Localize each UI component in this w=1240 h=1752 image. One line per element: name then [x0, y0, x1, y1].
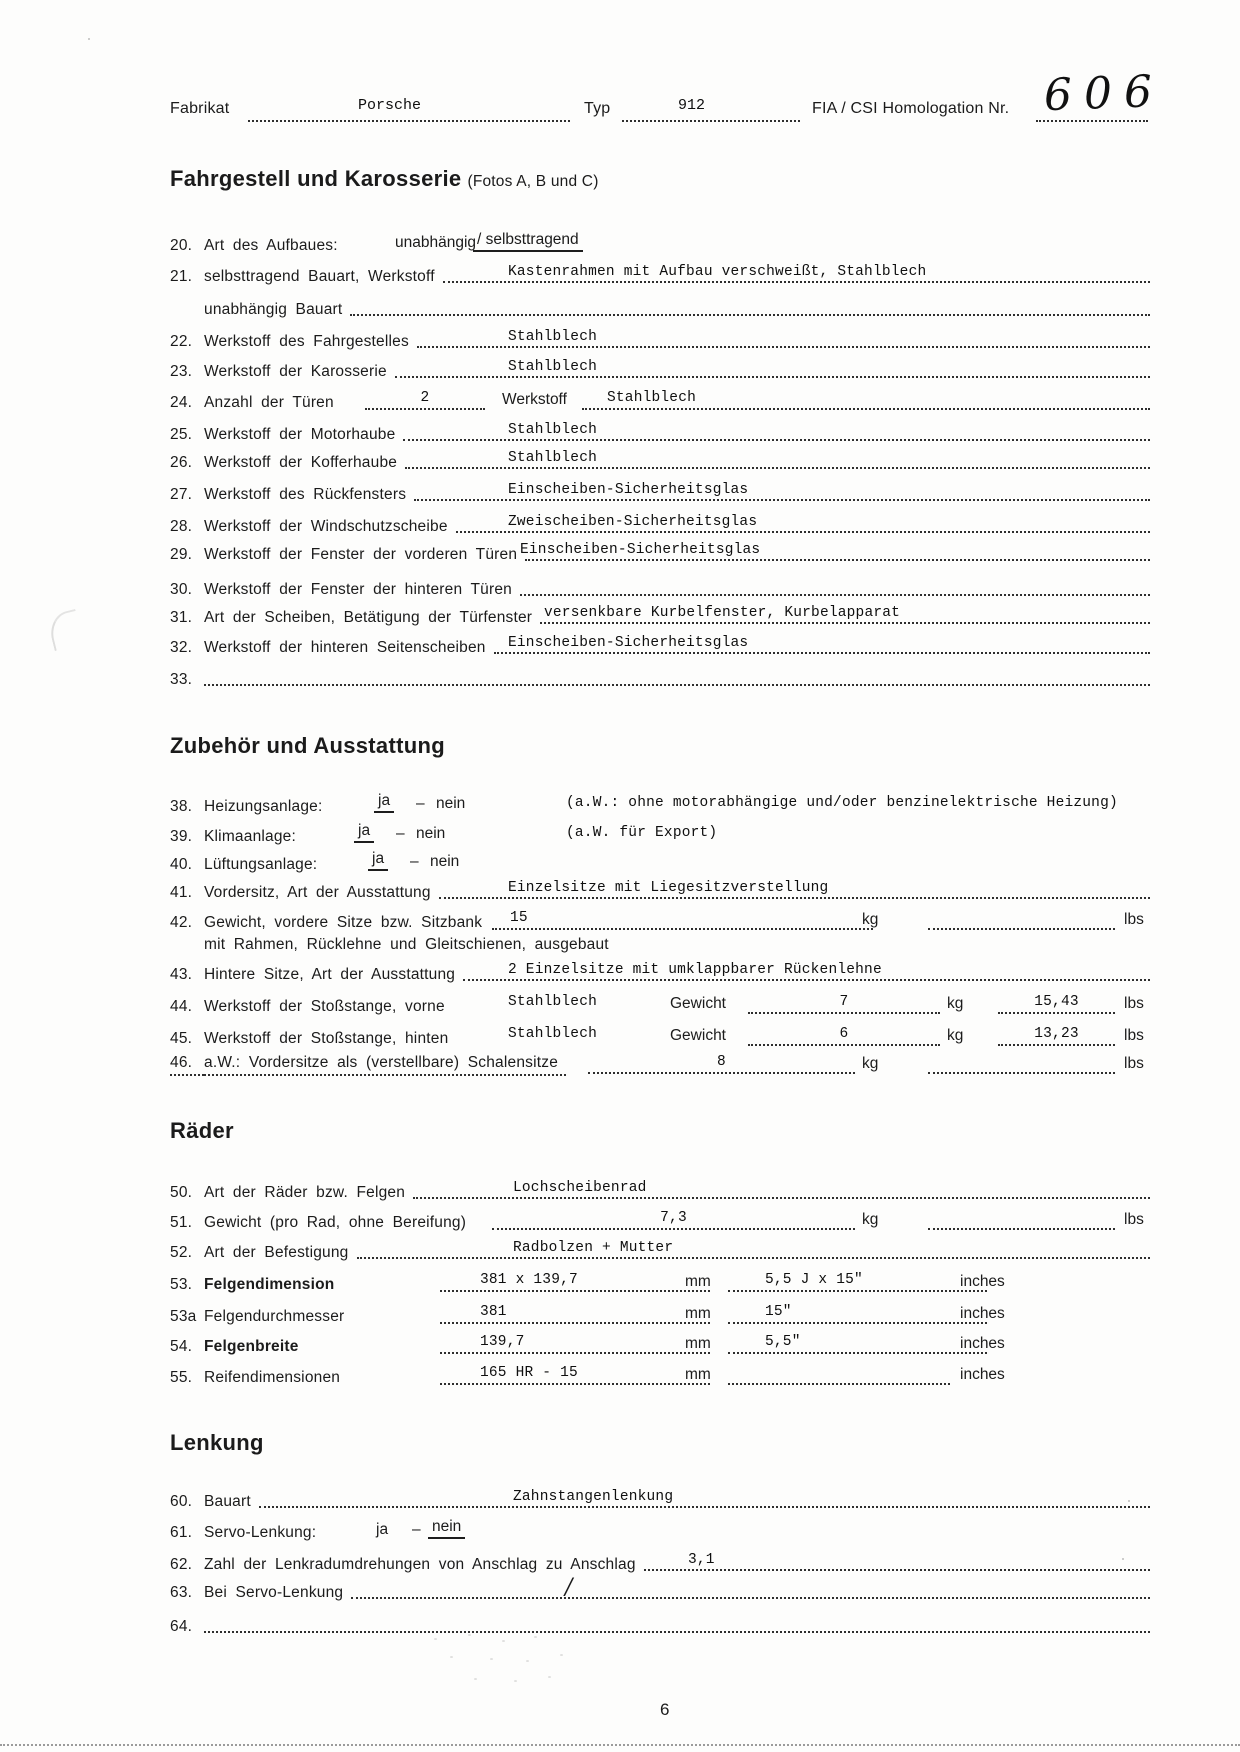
field-number: 60. [170, 1493, 193, 1510]
mm-unit: mm [685, 1335, 711, 1352]
field-label: Werkstoff der Kofferhaube [204, 454, 398, 471]
field-row-29 [170, 540, 1150, 564]
dotted-line [622, 120, 800, 122]
dotted-line [588, 1054, 855, 1074]
dotted-line [492, 910, 873, 930]
field-number: 27. [170, 486, 193, 503]
gewicht-label: Gewicht [670, 995, 726, 1012]
dotted-line [998, 1026, 1115, 1046]
field-value-kg: 15 [510, 910, 528, 926]
option-ja-selected: ja [374, 792, 394, 813]
material-value: Stahlblech [508, 1026, 598, 1042]
field-note: (a.W. für Export) [566, 825, 718, 841]
dotted-line [456, 531, 1150, 533]
field-row-51 [170, 1208, 1150, 1232]
field-number: 53a [170, 1308, 197, 1325]
inches-value: 5,5 J x 15" [765, 1272, 863, 1288]
field-row-61 [170, 1518, 1150, 1542]
dotted-line [259, 1506, 1150, 1508]
homologation-number-handwritten: 606 [1043, 65, 1165, 122]
field-row-54 [170, 1332, 1150, 1356]
field-row-45 [170, 1024, 1150, 1048]
field-value: Einscheiben-Sicherheitsglas [508, 635, 749, 651]
field-number: 30. [170, 581, 193, 598]
dotted-line [928, 910, 1115, 930]
field-row-41 [170, 878, 1150, 902]
field-label: Werkstoff der Stoßstange, vorne [204, 998, 445, 1015]
field-value: Lochscheibenrad [513, 1180, 647, 1196]
mm-value: 381 x 139,7 [480, 1272, 578, 1288]
section-title-text: Zubehör und Ausstattung [170, 733, 445, 758]
field-label: Bauart [204, 1493, 251, 1510]
field-label: Gewicht, vordere Sitze bzw. Sitzbank [204, 914, 483, 931]
field-row-52 [170, 1238, 1150, 1262]
material-value: Stahlblech [508, 994, 598, 1010]
field-number: 55. [170, 1369, 193, 1386]
dotted-line [748, 994, 940, 1014]
field-label: Servo-Lenkung: [204, 1524, 317, 1541]
werkstoff-label: Werkstoff [502, 391, 567, 408]
field-row-50 [170, 1178, 1150, 1202]
field-number: 52. [170, 1244, 193, 1261]
field-row-24 [170, 388, 1150, 412]
option-unabhaengig: unabhängig [395, 234, 477, 251]
field-row-21b [170, 295, 1150, 319]
field-label: Werkstoff der Karosserie [204, 363, 387, 380]
scan-artifact-smudge [430, 1632, 580, 1692]
mm-unit: mm [685, 1366, 711, 1383]
weight-kg-value: 6 [839, 1026, 849, 1042]
section-title-text: Lenkung [170, 1430, 264, 1455]
lbs-unit: lbs [1124, 1027, 1144, 1044]
field-label: Felgenbreite [204, 1338, 299, 1355]
dotted-line [395, 376, 1150, 378]
dotted-line [350, 314, 1150, 316]
field-number: 23. [170, 363, 193, 380]
dotted-line [728, 1272, 987, 1292]
field-label: Vordersitz, Art der Ausstattung [204, 884, 431, 901]
field-number: 25. [170, 426, 193, 443]
field-label: Werkstoff des Fahrgestelles [204, 333, 409, 350]
kg-unit: kg [862, 1211, 879, 1228]
dotted-line [440, 1304, 710, 1324]
field-row-43 [170, 960, 1150, 984]
field-label: Reifendimensionen [204, 1369, 341, 1386]
field-row-42-subline [170, 930, 1150, 954]
dotted-line [748, 1026, 940, 1046]
inches-unit: inches [960, 1335, 1005, 1352]
dotted-line [440, 1272, 710, 1292]
field-row-31 [170, 603, 1150, 627]
field-row-53a [170, 1302, 1150, 1326]
field-row-32 [170, 633, 1150, 657]
field-sublabel: mit Rahmen, Rücklehne und Gleitschienen, ausgebaut [204, 936, 609, 953]
option-nein: nein [416, 825, 446, 842]
dotted-line [540, 622, 1150, 624]
dotted-line [248, 120, 570, 122]
field-row-28 [170, 512, 1150, 536]
section-title-raeder [170, 1118, 234, 1144]
dash: – [416, 795, 425, 812]
field-value: Stahlblech [508, 329, 598, 345]
inches-unit: inches [960, 1273, 1005, 1290]
field-label: Werkstoff der Stoßstange, hinten [204, 1030, 449, 1047]
typ-value: 912 [678, 97, 706, 114]
dotted-line [728, 1334, 987, 1354]
field-row-39 [170, 822, 1150, 846]
field-row-44 [170, 992, 1150, 1016]
field-label: Werkstoff der hinteren Seitenscheiben [204, 639, 486, 656]
field-number: 50. [170, 1184, 193, 1201]
lbs-unit: lbs [1124, 1055, 1144, 1072]
inches-unit: inches [960, 1305, 1005, 1322]
dotted-line [357, 1257, 1151, 1259]
mm-value: 165 HR - 15 [480, 1365, 578, 1381]
field-label: Art der Räder bzw. Felgen [204, 1184, 406, 1201]
dotted-line [440, 1334, 710, 1354]
dotted-line [998, 994, 1115, 1014]
field-label: Werkstoff der Fenster der vorderen Türen [204, 546, 518, 563]
field-number: 22. [170, 333, 193, 350]
field-row-63 [170, 1575, 1150, 1602]
field-value: Zahnstangenlenkung [513, 1489, 674, 1505]
field-value: 3,1 [688, 1552, 715, 1568]
dash: – [396, 825, 405, 842]
field-label: Bei Servo-Lenkung [204, 1584, 344, 1601]
dotted-line [928, 1054, 1115, 1074]
field-number: 51. [170, 1214, 193, 1231]
section-title-text: Räder [170, 1118, 234, 1143]
kg-unit: kg [947, 1027, 964, 1044]
dotted-line [365, 390, 485, 410]
dotted-line [728, 1365, 950, 1385]
field-number: 44. [170, 998, 193, 1015]
field-label: Werkstoff der Fenster der hinteren Türen [204, 581, 512, 598]
section-title-zubehoer [170, 733, 445, 759]
field-row-30 [170, 575, 1150, 599]
field-row-27 [170, 480, 1150, 504]
dotted-line [204, 684, 1150, 686]
field-row-25 [170, 420, 1150, 444]
field-row-60 [170, 1487, 1150, 1511]
field-value: Einzelsitze mit Liegesitzverstellung [508, 880, 829, 896]
lbs-unit: lbs [1124, 995, 1144, 1012]
weight-lbs-value: 15,43 [1034, 994, 1079, 1010]
option-selbsttragend-selected: / selbsttragend [473, 231, 583, 252]
dotted-line [439, 897, 1150, 899]
field-row-26 [170, 448, 1150, 472]
section-title-fahrgestell [170, 166, 599, 192]
section-subtitle: (Fotos A, B und C) [467, 173, 599, 190]
field-value: Einscheiben-Sicherheitsglas [508, 482, 749, 498]
field-row-40 [170, 850, 1150, 874]
dash: – [410, 853, 419, 870]
field-number: 26. [170, 454, 193, 471]
field-value: Radbolzen + Mutter [513, 1240, 674, 1256]
typ-label: Typ [584, 100, 611, 117]
field-value: versenkbare Kurbelfenster, Kurbelapparat [544, 605, 901, 621]
field-number: 38. [170, 798, 193, 815]
homologation-label: FIA / CSI Homologation Nr. [812, 100, 1010, 117]
option-ja-selected: ja [368, 850, 388, 871]
dash: – [412, 1521, 421, 1538]
field-number: 32. [170, 639, 193, 656]
field-label: Felgendurchmesser [204, 1308, 345, 1325]
field-row-20 [170, 231, 1150, 255]
dotted-line [351, 1597, 1150, 1599]
field-number: 41. [170, 884, 193, 901]
dotted-line [204, 1631, 1150, 1633]
field-number: 21. [170, 268, 193, 285]
dotted-line [440, 1365, 710, 1385]
field-label: Hintere Sitze, Art der Ausstattung [204, 966, 456, 983]
field-number: 28. [170, 518, 193, 535]
mm-unit: mm [685, 1273, 711, 1290]
fabrikat-value: Porsche [358, 97, 422, 114]
kg-unit: kg [862, 911, 879, 928]
field-row-42 [170, 908, 1150, 932]
field-label: Heizungsanlage: [204, 798, 323, 815]
field-number: 24. [170, 394, 193, 411]
weight-kg-value: 7,3 [660, 1210, 687, 1226]
field-number: 42. [170, 914, 193, 931]
field-number: 45. [170, 1030, 193, 1047]
field-number: 64. [170, 1618, 193, 1635]
field-number: 31. [170, 609, 193, 626]
field-row-38 [170, 792, 1150, 816]
page-number: 6 [660, 1700, 670, 1719]
field-number: 63. [170, 1584, 193, 1601]
field-value-2: Stahlblech [607, 390, 697, 406]
lbs-unit: lbs [1124, 911, 1144, 928]
dotted-line [403, 439, 1150, 441]
field-number: 61. [170, 1524, 193, 1541]
weight-kg-value: 7 [839, 994, 849, 1010]
field-row-46 [170, 1052, 1150, 1076]
field-label: unabhängig Bauart [204, 301, 343, 318]
inches-value: 5,5" [765, 1334, 801, 1350]
section-title-text: Fahrgestell und Karosserie [170, 166, 462, 191]
field-number: 29. [170, 546, 193, 563]
field-row-22 [170, 327, 1150, 351]
field-row-53 [170, 1270, 1150, 1294]
option-nein-selected: nein [428, 1518, 465, 1539]
scan-artifact-speck [1128, 1500, 1130, 1502]
weight-lbs-value: 13,23 [1034, 1026, 1079, 1042]
field-value: 2 [420, 390, 430, 406]
mm-value: 381 [480, 1304, 507, 1320]
field-label: Werkstoff der Windschutzscheibe [204, 518, 448, 535]
mm-value: 139,7 [480, 1334, 525, 1350]
field-value: Kastenrahmen mit Aufbau verschweißt, Stahlblech [508, 264, 927, 280]
field-label: selbsttragend Bauart, Werkstoff [204, 268, 435, 285]
field-number: 46. [170, 1054, 204, 1076]
weight-kg-value: 8 [717, 1054, 726, 1070]
field-value: Stahlblech [508, 450, 598, 466]
field-number: 43. [170, 966, 193, 983]
field-label: Werkstoff der Motorhaube [204, 426, 396, 443]
field-note: (a.W.: ohne motorabhängige und/oder benzinelektrische Heizung) [566, 795, 1118, 811]
field-number: 20. [170, 237, 193, 254]
dotted-line [414, 499, 1150, 501]
fabrikat-label: Fabrikat [170, 100, 230, 117]
dotted-line [520, 594, 1150, 596]
field-number: 54. [170, 1338, 193, 1355]
dotted-line [443, 281, 1150, 283]
dotted-line [928, 1210, 1115, 1230]
field-value-handwritten: / [565, 1575, 573, 1600]
option-nein: nein [430, 853, 460, 870]
dotted-line [417, 346, 1150, 348]
field-row-64 [170, 1612, 1150, 1636]
field-label: Art der Befestigung [204, 1244, 349, 1261]
field-value: Stahlblech [508, 422, 598, 438]
field-row-55 [170, 1363, 1150, 1387]
kg-unit: kg [862, 1055, 879, 1072]
dotted-line [492, 1210, 855, 1230]
inches-unit: inches [960, 1366, 1005, 1383]
field-number: 62. [170, 1556, 193, 1573]
field-row-33 [170, 665, 1150, 689]
field-label: Art der Scheiben, Betätigung der Türfenster [204, 609, 533, 626]
dotted-line [644, 1569, 1150, 1571]
dotted-line [494, 652, 1150, 654]
dotted-line [463, 979, 1150, 981]
section-title-lenkung [170, 1430, 264, 1456]
field-number: 40. [170, 856, 193, 873]
field-value: Stahlblech [508, 359, 598, 375]
dotted-line [525, 559, 1150, 561]
dotted-line [413, 1197, 1150, 1199]
field-value: 2 Einzelsitze mit umklappbarer Rückenlehne [508, 962, 882, 978]
field-label: Lüftungsanlage: [204, 856, 318, 873]
field-number: 53. [170, 1276, 193, 1293]
page-bottom-rule [0, 1744, 1240, 1746]
field-label: Gewicht (pro Rad, ohne Bereifung) [204, 1214, 467, 1231]
scan-artifact-speck [1122, 1558, 1124, 1560]
field-label: a.W.: Vordersitze als (verstellbare) Schalensitze [204, 1054, 566, 1076]
scan-artifact-curl [46, 609, 84, 651]
field-label: Werkstoff des Rückfensters [204, 486, 407, 503]
field-value: Einscheiben-Sicherheitsglas [520, 542, 761, 558]
field-row-23 [170, 357, 1150, 381]
field-label: Klimaanlage: [204, 828, 297, 845]
field-label: Zahl der Lenkradumdrehungen von Anschlag zu Anschlag [204, 1556, 636, 1573]
field-number: 33. [170, 671, 193, 688]
option-ja-selected: ja [354, 822, 374, 843]
field-row-21 [170, 262, 1150, 286]
field-label: Felgendimension [204, 1276, 335, 1293]
field-number: 39. [170, 828, 193, 845]
kg-unit: kg [947, 995, 964, 1012]
inches-value: 15" [765, 1304, 792, 1320]
field-label: Art des Aufbaues: [204, 237, 338, 254]
scan-artifact-speck [88, 38, 90, 40]
mm-unit: mm [685, 1305, 711, 1322]
dotted-line [405, 467, 1150, 469]
gewicht-label: Gewicht [670, 1027, 726, 1044]
option-nein: nein [436, 795, 466, 812]
lbs-unit: lbs [1124, 1211, 1144, 1228]
dotted-line [728, 1304, 987, 1324]
field-label: Anzahl der Türen [204, 394, 334, 411]
option-ja: ja [376, 1521, 389, 1538]
field-value: Zweischeiben-Sicherheitsglas [508, 514, 758, 530]
field-row-62 [170, 1550, 1150, 1574]
